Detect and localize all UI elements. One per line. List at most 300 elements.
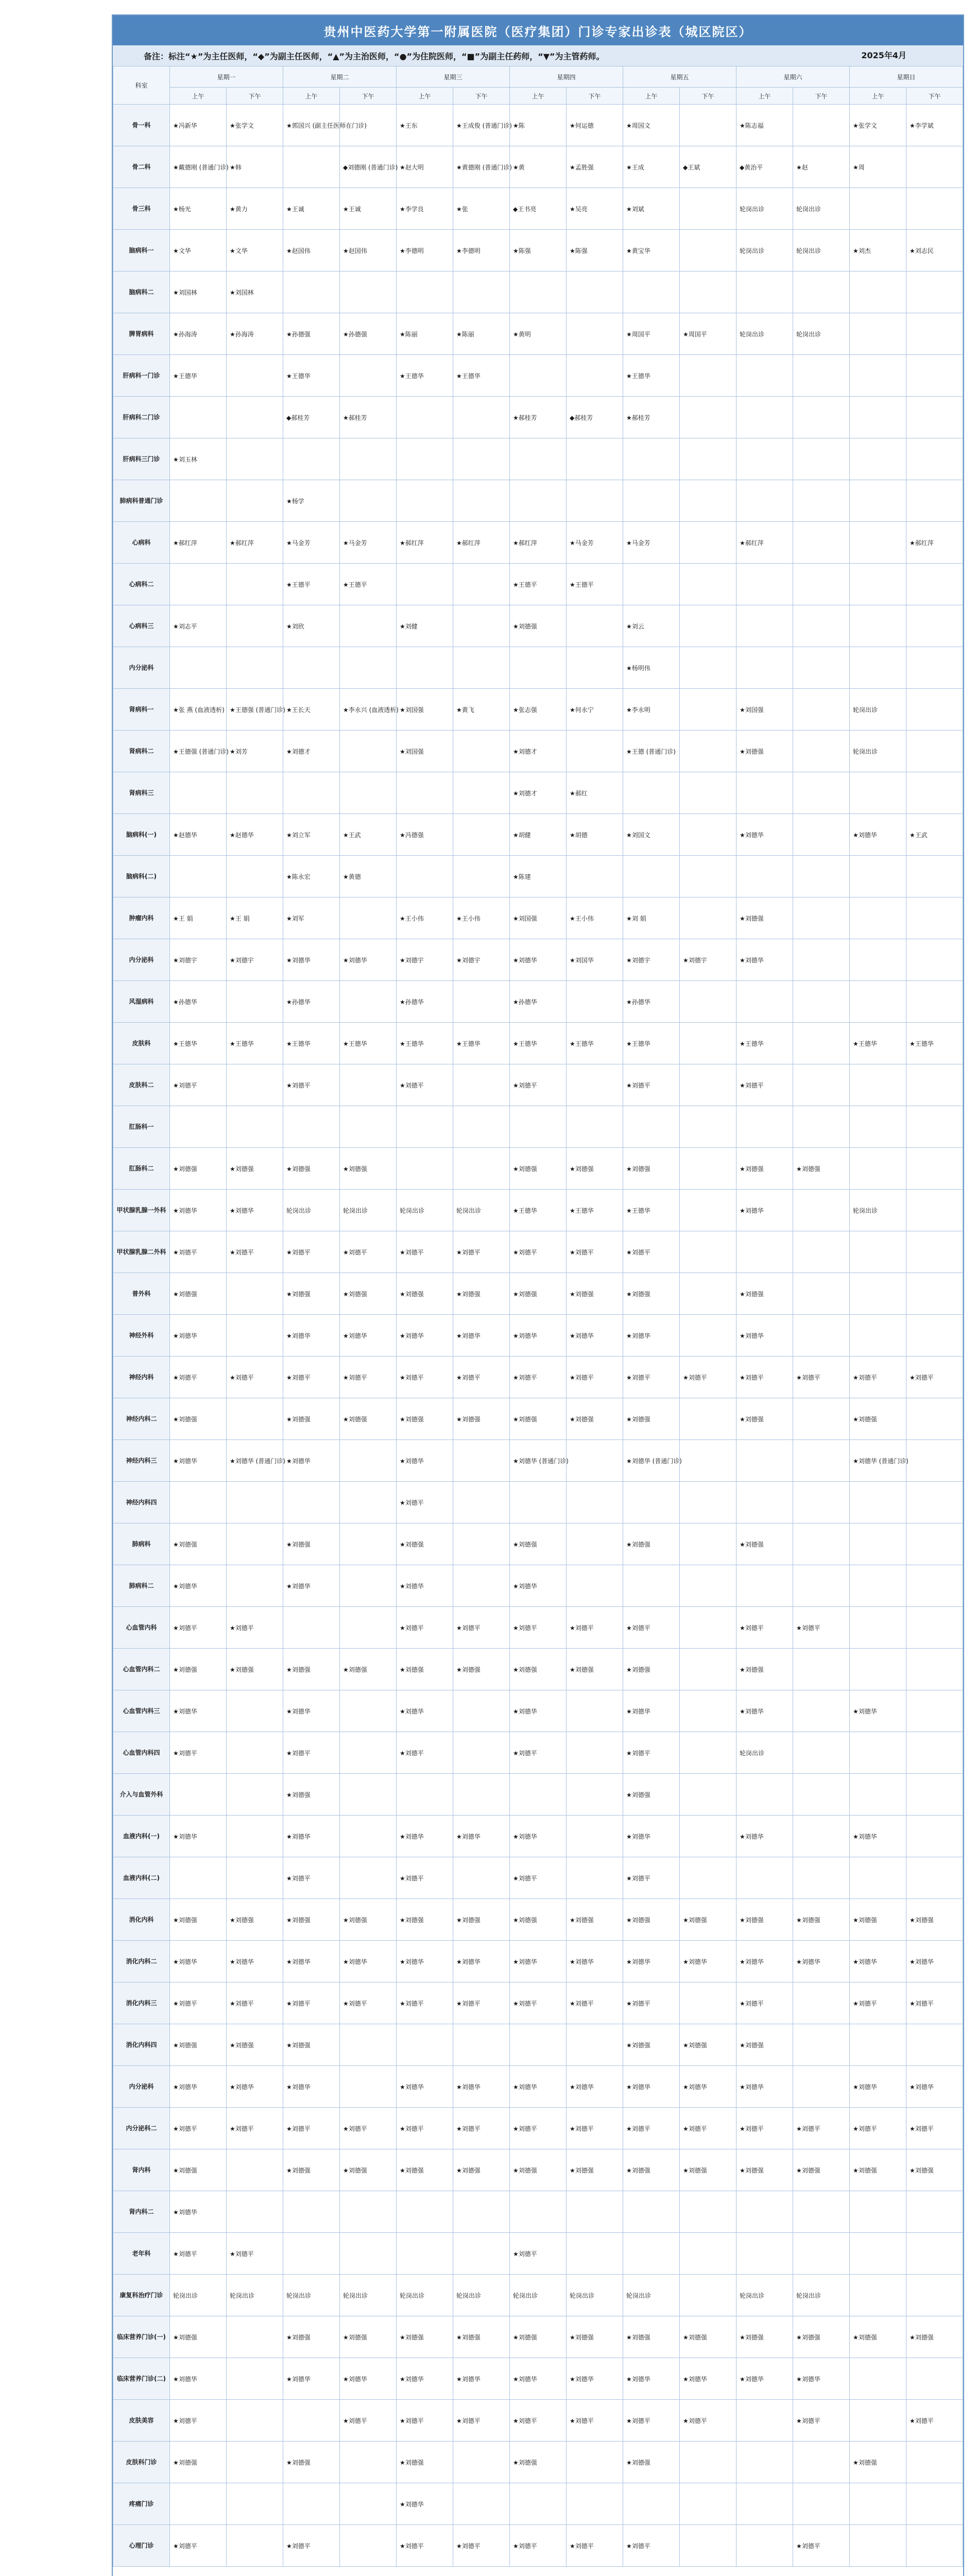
doctor-cell: ★王小伟 — [397, 897, 453, 939]
doctor-cell: ◆黄治平 — [736, 146, 793, 188]
doctor-cell: ★刘德华 — [850, 1816, 906, 1857]
doctor-cell — [453, 2191, 510, 2233]
doctor-cell — [850, 397, 906, 438]
pm-header: 下午 — [567, 88, 623, 105]
doctor-cell: ★王德华 — [736, 1023, 793, 1064]
doctor-cell — [227, 1064, 283, 1106]
doctor-cell — [680, 1482, 736, 1523]
doctor-cell: ★孙海涛 — [170, 313, 227, 355]
doctor-cell: ★王德华 — [623, 1023, 680, 1064]
doctor-cell — [906, 1231, 963, 1273]
doctor-cell: ★刘德平 — [397, 1482, 453, 1523]
doctor-cell — [227, 1523, 283, 1565]
doctor-cell: ★王德华 — [397, 355, 453, 397]
doctor-cell: ★刘德华 (普通门诊) — [850, 1440, 906, 1482]
doctor-cell — [680, 1857, 736, 1899]
doctor-cell: ★刘德强 — [170, 2149, 227, 2191]
doctor-cell: ★刘德华 — [397, 1565, 453, 1607]
doctor-cell: ★刘德强 — [170, 1148, 227, 1190]
doctor-cell — [453, 272, 510, 313]
doctor-cell — [906, 272, 963, 313]
doctor-cell: ★刘德平 — [453, 1231, 510, 1273]
doctor-cell: ★刘德华 — [906, 1941, 963, 1982]
doctor-cell: ★刘德华 — [510, 1690, 567, 1732]
doctor-cell — [680, 1148, 736, 1190]
doctor-cell — [680, 2275, 736, 2316]
doctor-cell — [227, 2149, 283, 2191]
dept-name: 心病科 — [113, 522, 170, 564]
doctor-cell: ★刘德强 — [340, 1273, 397, 1315]
doctor-cell — [793, 1732, 850, 1774]
doctor-cell: 轮岗出诊 — [397, 1190, 453, 1231]
table-row — [113, 2316, 963, 2358]
dept-name: 皮肤科 — [113, 1023, 170, 1064]
doctor-cell — [906, 1106, 963, 1148]
legend-text: 备注：标注“★”为主任医师，“◆”为副主任医师，“▲”为主治医师，“●”为住院医师，“■”为副主任药师，“▼”为主管药师。 — [144, 51, 605, 61]
doctor-cell — [680, 1064, 736, 1106]
doctor-cell: ★陈强 — [510, 230, 567, 272]
doctor-cell: ★郝红萍 — [170, 522, 227, 564]
doctor-cell: ★王德平 — [283, 564, 340, 605]
section-spacer — [113, 2567, 963, 2576]
doctor-cell: ★赵德华 — [227, 814, 283, 856]
doctor-cell — [567, 2483, 623, 2525]
doctor-cell: ★刘德强 — [227, 1148, 283, 1190]
doctor-cell — [680, 1774, 736, 1816]
doctor-cell — [453, 397, 510, 438]
doctor-cell — [793, 647, 850, 689]
doctor-cell — [227, 1690, 283, 1732]
doctor-cell: ★刘德平 — [793, 2525, 850, 2567]
doctor-cell — [567, 1732, 623, 1774]
table-row — [113, 522, 963, 564]
doctor-cell — [397, 2233, 453, 2275]
doctor-cell — [453, 981, 510, 1023]
doctor-cell — [793, 1398, 850, 1440]
doctor-cell: 轮岗出诊 — [340, 1190, 397, 1231]
doctor-cell — [793, 1315, 850, 1357]
doctor-cell: ★刘德平 — [453, 2525, 510, 2567]
doctor-cell: ★刘德强 — [736, 2024, 793, 2066]
doctor-cell — [793, 939, 850, 981]
doctor-cell — [680, 1398, 736, 1440]
doctor-cell: ★刘德强 — [283, 1899, 340, 1941]
doctor-cell: ★刘德强 — [283, 1774, 340, 1816]
doctor-cell: ★刘德强 — [283, 2149, 340, 2191]
doctor-cell: ★陈永宏 — [283, 856, 340, 897]
am-header: 上午 — [623, 88, 680, 105]
doctor-cell: ★刘德强 — [850, 1398, 906, 1440]
dept-name: 肾内科 — [113, 2149, 170, 2191]
doctor-cell — [850, 1064, 906, 1106]
dept-name: 脑病科一 — [113, 230, 170, 272]
doctor-cell: ★周 — [850, 146, 906, 188]
doctor-cell — [397, 564, 453, 605]
doctor-cell: ★刘德平 — [453, 2108, 510, 2149]
doctor-cell: ★刘德平 — [736, 1982, 793, 2024]
doctor-cell — [850, 856, 906, 897]
doctor-cell: ★刘德平 — [623, 1064, 680, 1106]
doctor-cell — [680, 1190, 736, 1231]
doctor-cell: ★刘德华 — [623, 1315, 680, 1357]
doctor-cell: ★王德华 — [170, 1023, 227, 1064]
dept-name: 心血管内科四 — [113, 1732, 170, 1774]
doctor-cell — [623, 564, 680, 605]
doctor-cell: ★刘德华 — [397, 1315, 453, 1357]
doctor-cell — [850, 2024, 906, 2066]
dept-name: 血液内科(二) — [113, 1857, 170, 1899]
doctor-cell: ★赵大明 — [397, 146, 453, 188]
doctor-cell: ★刘德平 — [227, 2233, 283, 2275]
doctor-cell: ★刘德平 — [623, 1982, 680, 2024]
doctor-cell: ★刘德华 — [170, 1440, 227, 1482]
doctor-cell — [793, 1023, 850, 1064]
doctor-cell: ★刘国强 — [397, 731, 453, 772]
table-row — [113, 731, 963, 772]
doctor-cell: ★刘德平 — [510, 1231, 567, 1273]
dept-name: 肝病科三门诊 — [113, 438, 170, 480]
doctor-cell — [906, 731, 963, 772]
doctor-cell: ★刘德平 — [793, 2108, 850, 2149]
doctor-cell: ★刘德强 — [680, 1899, 736, 1941]
doctor-cell: ★刘德强 — [340, 2149, 397, 2191]
doctor-cell: ★刘德华 — [793, 2358, 850, 2400]
doctor-cell — [850, 1607, 906, 1649]
doctor-cell: ★刘德强 — [397, 2149, 453, 2191]
doctor-cell: ★刘德强 — [283, 2024, 340, 2066]
doctor-cell — [850, 605, 906, 647]
doctor-cell: ★刘志民 — [906, 230, 963, 272]
doctor-cell: ★刘德平 — [340, 2400, 397, 2442]
dept-name: 肝病科二门诊 — [113, 397, 170, 438]
schedule-header — [113, 66, 963, 105]
doctor-cell: ★刘德强 — [906, 2316, 963, 2358]
doctor-cell — [736, 1440, 793, 1482]
doctor-cell: ★刘德华 — [510, 939, 567, 981]
doctor-cell: ★刘德华 — [170, 1690, 227, 1732]
doctor-cell: ★刘德强 — [850, 2316, 906, 2358]
doctor-cell — [906, 355, 963, 397]
doctor-cell: ★刘德华 — [510, 1816, 567, 1857]
dept-name: 心病科三 — [113, 605, 170, 647]
doctor-cell: ★刘德强 — [793, 2149, 850, 2191]
dept-name: 神经内科三 — [113, 1440, 170, 1482]
doctor-cell — [453, 647, 510, 689]
doctor-cell — [680, 1023, 736, 1064]
doctor-cell: ★王德华 — [340, 1023, 397, 1064]
doctor-cell — [906, 1440, 963, 1482]
doctor-cell: ★王德华 — [397, 1023, 453, 1064]
doctor-cell — [906, 480, 963, 522]
doctor-cell: ★刘德华 — [623, 1816, 680, 1857]
doctor-cell — [567, 2191, 623, 2233]
doctor-cell — [680, 981, 736, 1023]
doctor-cell: ★刘德华 — [736, 939, 793, 981]
doctor-cell: ★刘德平 — [906, 1357, 963, 1398]
doctor-cell — [906, 1315, 963, 1357]
day-header: 星期一 — [170, 66, 283, 88]
doctor-cell — [850, 2191, 906, 2233]
doctor-cell: ★刘德平 — [510, 2525, 567, 2567]
doctor-cell: ★张志强 — [510, 689, 567, 731]
doctor-cell: ★刘德平 — [623, 1231, 680, 1273]
doctor-cell: ★刘德强 — [850, 1899, 906, 1941]
doctor-cell: ★刘德强 — [623, 2442, 680, 2483]
table-row — [113, 1273, 963, 1315]
doctor-cell: ★刘德平 — [680, 1357, 736, 1398]
doctor-cell: ★刘芳 — [227, 731, 283, 772]
doctor-cell: ★刘德强 — [397, 1523, 453, 1565]
doctor-cell — [680, 772, 736, 814]
doctor-cell: ★刘德平 — [623, 1357, 680, 1398]
doctor-cell — [793, 731, 850, 772]
pm-header: 下午 — [680, 88, 736, 105]
doctor-cell: ★刘德平 — [340, 1982, 397, 2024]
doctor-cell — [793, 272, 850, 313]
dept-name: 肾病科三 — [113, 772, 170, 814]
doctor-cell — [453, 1857, 510, 1899]
doctor-cell: ★刘德平 — [397, 1357, 453, 1398]
doctor-cell — [850, 647, 906, 689]
doctor-cell: ★黄 — [510, 146, 567, 188]
day-header: 星期四 — [510, 66, 623, 88]
table-row — [113, 1315, 963, 1357]
doctor-cell — [510, 355, 567, 397]
table-row — [113, 981, 963, 1023]
doctor-cell: ★刘德华 — [850, 1941, 906, 1982]
table-row — [113, 1857, 963, 1899]
doctor-cell — [453, 1523, 510, 1565]
dept-name: 介入与血管外科 — [113, 1774, 170, 1816]
doctor-cell: ★刘德华 — [283, 1565, 340, 1607]
doctor-cell — [170, 564, 227, 605]
dept-name: 内分泌科 — [113, 2066, 170, 2108]
doctor-cell — [793, 689, 850, 731]
doctor-cell — [850, 1857, 906, 1899]
doctor-cell: ★刘德强 — [623, 1899, 680, 1941]
doctor-cell — [906, 939, 963, 981]
doctor-cell — [510, 2191, 567, 2233]
doctor-cell: 轮岗出诊 — [340, 2275, 397, 2316]
doctor-cell: ★刘德平 — [170, 1982, 227, 2024]
doctor-cell: ★张学文 — [850, 105, 906, 146]
doctor-cell: ★刘德强 — [170, 1398, 227, 1440]
doctor-cell: ★赵国伟 — [340, 230, 397, 272]
doctor-cell: ★刘德平 — [170, 1607, 227, 1649]
doctor-cell: ★黄德 — [340, 856, 397, 897]
doctor-cell — [227, 1482, 283, 1523]
doctor-cell — [906, 1774, 963, 1816]
doctor-cell: ★刘德华 — [567, 2358, 623, 2400]
doctor-cell — [850, 2275, 906, 2316]
doctor-cell: ★陈 — [510, 105, 567, 146]
doctor-cell: ★王东 — [397, 105, 453, 146]
dept-name: 脾胃病科 — [113, 313, 170, 355]
doctor-cell — [906, 1064, 963, 1106]
doctor-cell: ★刘德才 — [510, 731, 567, 772]
dept-name: 康复科治疗门诊 — [113, 2275, 170, 2316]
doctor-cell: ★郝桂芳 — [340, 397, 397, 438]
doctor-cell: ★刘德平 — [850, 2108, 906, 2149]
doctor-cell: ★刘德强 — [567, 1273, 623, 1315]
table-row — [113, 397, 963, 438]
doctor-cell: 轮岗出诊 — [850, 731, 906, 772]
doctor-cell: ★刘德华 — [283, 1690, 340, 1732]
table-row — [113, 2191, 963, 2233]
doctor-cell: ★刘德平 — [680, 2400, 736, 2442]
table-row — [113, 2483, 963, 2525]
doctor-cell — [680, 897, 736, 939]
doctor-cell — [736, 2233, 793, 2275]
doctor-cell — [906, 1857, 963, 1899]
doctor-cell: ★刘德华 — [170, 1190, 227, 1231]
dept-name: 心血管内科三 — [113, 1690, 170, 1732]
table-row — [113, 2358, 963, 2400]
doctor-cell: ★刘德华 — [170, 1941, 227, 1982]
doctor-cell: ★刘德强 — [227, 1649, 283, 1690]
dept-name: 肾病科二 — [113, 731, 170, 772]
doctor-cell: ★刘德强 — [623, 2149, 680, 2191]
table-row — [113, 1523, 963, 1565]
doctor-cell — [793, 564, 850, 605]
doctor-cell: 轮岗出诊 — [793, 188, 850, 230]
dept-name: 心血管内科 — [113, 1607, 170, 1649]
doctor-cell — [340, 2442, 397, 2483]
doctor-cell: ★刘德平 — [227, 2108, 283, 2149]
doctor-cell — [567, 1106, 623, 1148]
doctor-cell — [510, 647, 567, 689]
doctor-cell — [736, 1231, 793, 1273]
doctor-cell: ★刘德华 — [680, 2066, 736, 2108]
doctor-cell: ★刘德华 — [397, 2483, 453, 2525]
schedule-date: 2025年4月 — [861, 50, 906, 60]
doctor-cell: ★王诚 — [340, 188, 397, 230]
doctor-cell: ★刘德华 — [567, 1941, 623, 1982]
doctor-cell — [397, 2191, 453, 2233]
doctor-cell — [906, 438, 963, 480]
doctor-cell — [906, 689, 963, 731]
doctor-cell: ★郝红萍 — [510, 522, 567, 564]
doctor-cell: ★刘德强 — [397, 1273, 453, 1315]
doctor-cell: ★刘德华 — [283, 939, 340, 981]
doctor-cell: ★刘德宇 — [397, 939, 453, 981]
doctor-cell: ★刘德华 — [170, 2358, 227, 2400]
doctor-cell — [397, 272, 453, 313]
doctor-cell: ★马金芳 — [283, 522, 340, 564]
doctor-cell — [510, 438, 567, 480]
doctor-cell: ★李德明 — [453, 230, 510, 272]
doctor-cell: ★刘德强 — [170, 2024, 227, 2066]
doctor-cell — [453, 772, 510, 814]
doctor-cell: ★刘斌 — [623, 188, 680, 230]
doctor-cell: ★刘德强 — [623, 1398, 680, 1440]
doctor-cell: 轮岗出诊 — [736, 2275, 793, 2316]
doctor-cell — [623, 2233, 680, 2275]
doctor-cell: ★刘德平 — [623, 1607, 680, 1649]
doctor-cell: ★刘德华 — [623, 1941, 680, 1982]
doctor-cell: ★刘德平 — [623, 2400, 680, 2442]
doctor-cell: ★刘德华 — [906, 2066, 963, 2108]
doctor-cell — [793, 1523, 850, 1565]
doctor-cell: ★刘德强 — [397, 1899, 453, 1941]
doctor-cell: 轮岗出诊 — [283, 2275, 340, 2316]
doctor-cell: ★刘德华 (普通门诊) — [623, 1440, 680, 1482]
doctor-cell: ★赵国伟 — [283, 230, 340, 272]
doctor-cell: ★刘德平 — [397, 2525, 453, 2567]
doctor-cell: 轮岗出诊 — [850, 1190, 906, 1231]
doctor-cell: ★郝红萍 — [906, 522, 963, 564]
doctor-cell: ★刘德强 — [567, 1899, 623, 1941]
doctor-cell — [906, 772, 963, 814]
doctor-cell: ★刘德强 — [397, 2442, 453, 2483]
doctor-cell — [340, 1732, 397, 1774]
dept-name: 肛肠科一 — [113, 1106, 170, 1148]
doctor-cell: ★刘德强 — [283, 1398, 340, 1440]
doctor-cell: ★刘德强 — [510, 2316, 567, 2358]
doctor-cell: ★刘 娟 — [623, 897, 680, 939]
doctor-cell — [340, 897, 397, 939]
doctor-cell: ★刘德平 — [680, 2108, 736, 2149]
doctor-cell: ★刘德强 — [793, 1899, 850, 1941]
doctor-cell: ★刘德宇 — [680, 939, 736, 981]
doctor-cell — [453, 1774, 510, 1816]
doctor-cell: ★刘德强 — [680, 2024, 736, 2066]
doctor-cell: ★刘德华 — [170, 1816, 227, 1857]
doctor-cell — [850, 1649, 906, 1690]
doctor-cell: 轮岗出诊 — [736, 230, 793, 272]
doctor-cell: ★刘杰 — [850, 230, 906, 272]
dept-name: 肾病科一 — [113, 689, 170, 731]
doctor-cell: ★胡德 — [567, 814, 623, 856]
doctor-cell — [170, 1106, 227, 1148]
doctor-cell: ★刘德华 — [340, 939, 397, 981]
dept-name: 临床营养门诊(一) — [113, 2316, 170, 2358]
doctor-cell — [850, 1273, 906, 1315]
doctor-cell: ★郝红萍 — [736, 522, 793, 564]
doctor-cell: ★刘德华 — [680, 2358, 736, 2400]
doctor-cell: 轮岗出诊 — [793, 313, 850, 355]
doctor-cell: ★刘德平 — [793, 1607, 850, 1649]
doctor-cell — [453, 2024, 510, 2066]
doctor-cell — [397, 1106, 453, 1148]
doctor-cell: ★陈建 — [510, 856, 567, 897]
doctor-cell — [340, 480, 397, 522]
doctor-cell: ★刘德平 — [736, 1357, 793, 1398]
doctor-cell: ★刘德华 — [736, 2066, 793, 2108]
dept-name: 皮肤科二 — [113, 1064, 170, 1106]
doctor-cell — [906, 564, 963, 605]
doctor-cell: ★陈强 — [567, 230, 623, 272]
doctor-cell: ★王德 (普通门诊) — [623, 731, 680, 772]
doctor-cell: ★刘德平 — [510, 1064, 567, 1106]
doctor-cell — [453, 1732, 510, 1774]
doctor-cell: ★刘德强 — [736, 2149, 793, 2191]
am-header: 上午 — [397, 88, 453, 105]
schedule-table — [113, 66, 963, 2567]
legend-note — [113, 45, 963, 66]
doctor-cell: ★刘德强 — [567, 1649, 623, 1690]
table-row — [113, 480, 963, 522]
dept-name: 皮肤美容 — [113, 2400, 170, 2442]
doctor-cell — [567, 1774, 623, 1816]
doctor-cell — [850, 1523, 906, 1565]
doctor-cell — [793, 1774, 850, 1816]
doctor-cell — [680, 1231, 736, 1273]
doctor-cell — [793, 2191, 850, 2233]
doctor-cell: ◆王斌 — [680, 146, 736, 188]
doctor-cell: ★刘德强 — [453, 2149, 510, 2191]
doctor-cell — [850, 1482, 906, 1523]
